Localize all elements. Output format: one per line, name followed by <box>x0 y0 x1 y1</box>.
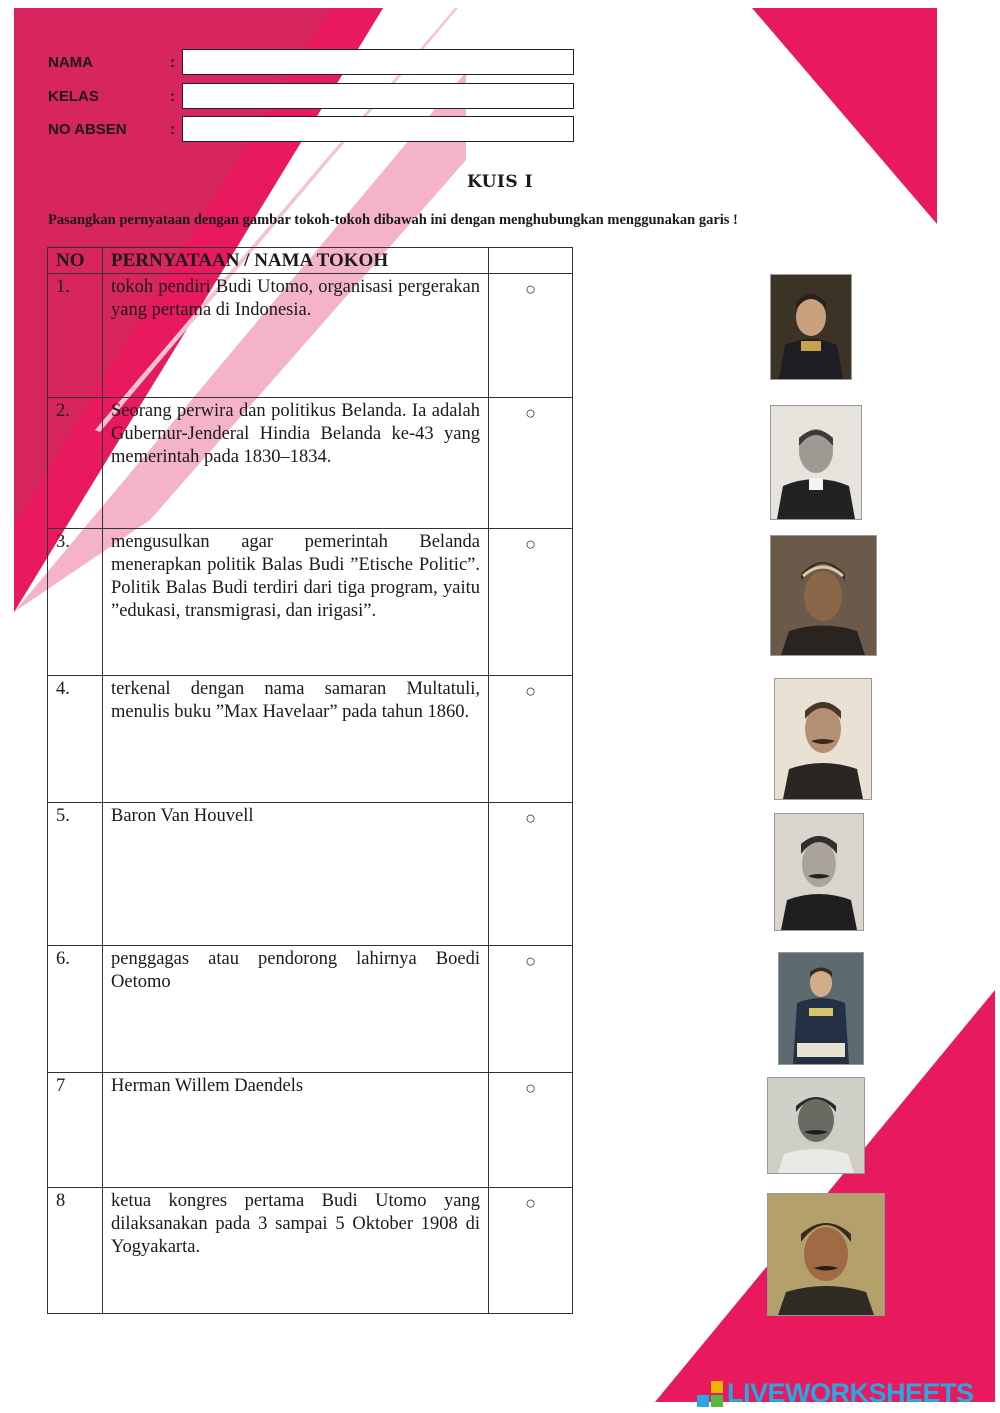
table-row <box>48 676 573 803</box>
table-row <box>48 398 573 529</box>
header-statement: PERNYATAAN / NAMA TOKOH <box>103 248 489 274</box>
quiz-table <box>47 247 573 1314</box>
military-officer-portrait-icon[interactable] <box>770 274 852 380</box>
row-number: 5. <box>48 803 103 946</box>
instruction-text: Pasangkan pernyataan dengan gambar tokoh-tokoh dibawah ini dengan menghubungkan menggunakan garis ! <box>48 212 738 228</box>
brand-text: LIVEWORKSHEETS <box>727 1378 974 1408</box>
table-row <box>48 529 573 676</box>
row-statement: mengusulkan agar pemerintah Belanda menerapkan politik Balas Budi ”Etische Politic”. Politik Balas Budi terdiri dari tiga program, yaitu ”edukasi, transmigrasi, dan irigasi”. <box>103 529 489 676</box>
table-row <box>48 803 573 946</box>
row-statement: ketua kongres pertama Budi Utomo yang dilaksanakan pada 3 sampai 5 Oktober 1908 di Yogyakarta. <box>103 1188 489 1314</box>
match-point[interactable]: ○ <box>525 951 536 971</box>
liveworksheets-logo-icon <box>697 1381 723 1407</box>
class-input[interactable] <box>182 83 574 109</box>
absence-number-input[interactable] <box>182 116 574 142</box>
javanese-man-painting-portrait-icon[interactable] <box>767 1193 885 1316</box>
liveworksheets-logo <box>697 1378 974 1409</box>
header-match <box>489 248 573 274</box>
match-point[interactable]: ○ <box>525 681 536 701</box>
match-point[interactable]: ○ <box>525 534 536 554</box>
mustached-man-portrait-icon[interactable] <box>774 678 872 800</box>
header-no: NO <box>48 248 103 274</box>
table-row <box>48 946 573 1073</box>
table-row <box>48 1073 573 1188</box>
match-point[interactable]: ○ <box>525 808 536 828</box>
name-label: NAMA <box>48 53 93 71</box>
row-statement: penggagas atau pendorong lahirnya Boedi Oetomo <box>103 946 489 1073</box>
table-header-row <box>48 248 573 274</box>
gentleman-engraving-portrait-icon[interactable] <box>770 405 862 520</box>
row-statement: Baron Van Houvell <box>103 803 489 946</box>
table-row <box>48 274 573 398</box>
match-point[interactable]: ○ <box>525 403 536 423</box>
row-statement: Seorang perwira dan politikus Belanda. Ia adalah Gubernur-Jenderal Hindia Belanda ke-43 yang memerintah pada 1830–1834. <box>103 398 489 529</box>
absence-number-label: NO ABSEN <box>48 120 127 138</box>
match-point[interactable]: ○ <box>525 1193 536 1213</box>
absence-number-colon: : <box>170 120 175 138</box>
row-number: 2. <box>48 398 103 529</box>
match-point[interactable]: ○ <box>525 279 536 299</box>
absence-number-row <box>48 114 574 144</box>
javanese-man-blangkon-portrait-icon[interactable] <box>770 535 877 656</box>
row-statement: Herman Willem Daendels <box>103 1073 489 1188</box>
row-number: 3. <box>48 529 103 676</box>
young-man-mustache-portrait-icon[interactable] <box>774 813 864 931</box>
row-number: 1. <box>48 274 103 398</box>
match-point[interactable]: ○ <box>525 1078 536 1098</box>
row-number: 8 <box>48 1188 103 1314</box>
name-colon: : <box>170 53 175 71</box>
row-number: 7 <box>48 1073 103 1188</box>
class-colon: : <box>170 87 175 105</box>
class-label: KELAS <box>48 87 99 105</box>
javanese-man-photo-portrait-icon[interactable] <box>767 1077 865 1174</box>
table-row <box>48 1188 573 1314</box>
row-number: 6. <box>48 946 103 1073</box>
governor-painting-portrait-icon[interactable] <box>778 952 864 1065</box>
quiz-title: KUIS I <box>466 172 534 192</box>
class-row <box>48 81 574 111</box>
name-row <box>48 47 574 77</box>
row-statement: terkenal dengan nama samaran Multatuli, menulis buku ”Max Havelaar” pada tahun 1860. <box>103 676 489 803</box>
row-statement: tokoh pendiri Budi Utomo, organisasi pergerakan yang pertama di Indonesia. <box>103 274 489 398</box>
row-number: 4. <box>48 676 103 803</box>
name-input[interactable] <box>182 49 574 75</box>
